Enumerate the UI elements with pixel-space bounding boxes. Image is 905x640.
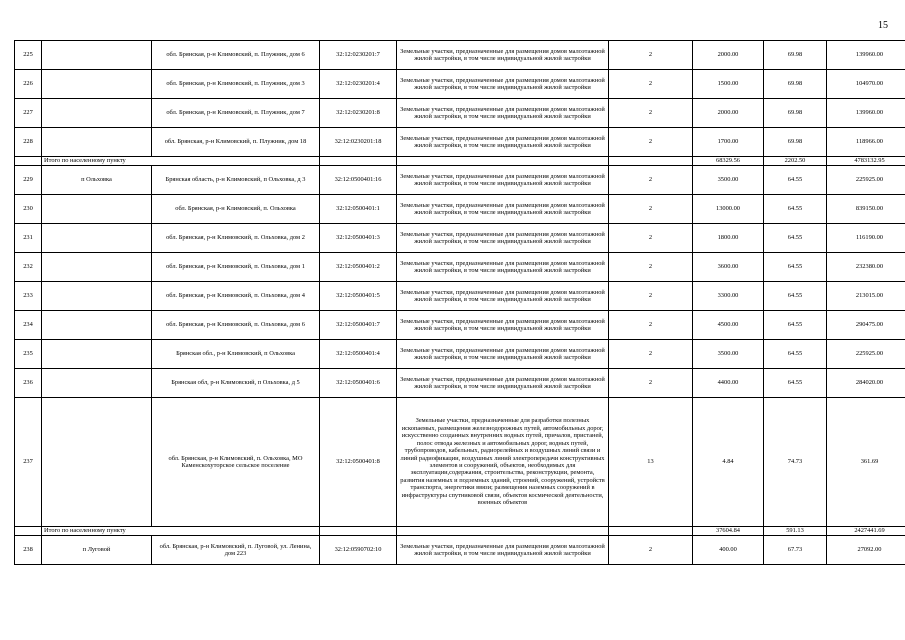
land-use-cell: Земельные участки, предназначенные для размещения домов малоэтажной жилой застройки, в том числе индивидуальной жилой застройки bbox=[397, 195, 609, 224]
empty-cell bbox=[397, 527, 609, 536]
settlement-cell bbox=[42, 128, 152, 157]
land-use-cell: Земельные участки, предназначенные для размещения домов малоэтажной жилой застройки, в том числе индивидуальной жилой застройки bbox=[397, 536, 609, 565]
rate-value: 64.55 bbox=[764, 369, 827, 398]
row-number: 232 bbox=[15, 253, 42, 282]
table-row bbox=[15, 340, 905, 369]
cadastral-number: 32:12:0500401:7 bbox=[320, 311, 397, 340]
area-value: 1500.00 bbox=[693, 70, 764, 99]
subtotal-label: Итого по населенному пункту bbox=[42, 527, 320, 536]
land-use-cell: Земельные участки, предназначенные для размещения домов малоэтажной жилой застройки, в том числе индивидуальной жилой застройки bbox=[397, 70, 609, 99]
use-group: 2 bbox=[609, 99, 693, 128]
cadastral-number: 32:12:0230201:7 bbox=[320, 41, 397, 70]
table-row bbox=[15, 166, 905, 195]
settlement-cell bbox=[42, 70, 152, 99]
land-register-table bbox=[14, 40, 905, 565]
row-number: 230 bbox=[15, 195, 42, 224]
empty-cell bbox=[15, 527, 42, 536]
address-cell: обл. Брянская, р-н Климовский, п. Ольховка, дом 6 bbox=[152, 311, 320, 340]
cadastral-value: 232380.00 bbox=[827, 253, 905, 282]
area-value: 2000.00 bbox=[693, 41, 764, 70]
settlement-cell bbox=[42, 166, 152, 195]
area-value: 13000.00 bbox=[693, 195, 764, 224]
land-use-cell: Земельные участки, предназначенные для размещения домов малоэтажной жилой застройки, в том числе индивидуальной жилой застройки bbox=[397, 99, 609, 128]
cadastral-number: 32:12:0500401:2 bbox=[320, 253, 397, 282]
address-cell: Брянская область, р-н Климовский, п Ольховка, д 3 bbox=[152, 166, 320, 195]
row-number: 237 bbox=[15, 398, 42, 527]
subtotal-value: 2427441.69 bbox=[827, 527, 905, 536]
table-row bbox=[15, 282, 905, 311]
settlement-cell bbox=[42, 340, 152, 369]
settlement-cell bbox=[42, 398, 152, 527]
row-number: 238 bbox=[15, 536, 42, 565]
table-row bbox=[15, 224, 905, 253]
empty-cell bbox=[320, 157, 397, 166]
empty-cell bbox=[320, 527, 397, 536]
row-number: 234 bbox=[15, 311, 42, 340]
cadastral-number: 32:12:0500401:3 bbox=[320, 224, 397, 253]
land-use-cell: Земельные участки, предназначенные для разработки полезных ископаемых, размещения железнодорожных путей, автомобильных дорог, искусственно созданных внутренних водных путей, причалов, пристаней, полос отвода железных и автомобильных дорог, водных путей, трубопроводов, кабельных, радиорелейных и воздушных линий связи и линий радиофикации, воздушных линий электропередачи конструктивных элементов и сооружений, объектов, необходимых для эксплуатации,содержания, строительства, реконструкции, ремонта, развития наземных и подземных зданий, строений, сооружений, устройств транспорта, энергетики ввязи; размещения наземных сооружений в инфраструктуры спутниковой связи, объектов космической деятельности, военных объектов bbox=[397, 398, 609, 527]
cadastral-number: 32:12:0590702:10 bbox=[320, 536, 397, 565]
cadastral-value: 27092.00 bbox=[827, 536, 905, 565]
row-number: 229 bbox=[15, 166, 42, 195]
land-use-cell: Земельные участки, предназначенные для размещения домов малоэтажной жилой застройки, в том числе индивидуальной жилой застройки bbox=[397, 253, 609, 282]
address-cell: обл. Брянская, р-н Климовский, п. Плужник, дом 3 bbox=[152, 70, 320, 99]
settlement-name: п Луговой bbox=[82, 546, 111, 554]
cadastral-number: 32:12:0500401:5 bbox=[320, 282, 397, 311]
cadastral-value: 118966.00 bbox=[827, 128, 905, 157]
use-group: 13 bbox=[609, 398, 693, 527]
area-value: 4.84 bbox=[693, 398, 764, 527]
settlement-cell bbox=[42, 311, 152, 340]
use-group: 2 bbox=[609, 195, 693, 224]
subtotal-value: 4783132.95 bbox=[827, 157, 905, 166]
rate-value: 64.55 bbox=[764, 282, 827, 311]
use-group: 2 bbox=[609, 166, 693, 195]
table-row bbox=[15, 369, 905, 398]
settlement-cell bbox=[42, 195, 152, 224]
land-use-cell: Земельные участки, предназначенные для размещения домов малоэтажной жилой застройки, в том числе индивидуальной жилой застройки bbox=[397, 340, 609, 369]
rate-value: 64.55 bbox=[764, 195, 827, 224]
settlement-cell bbox=[42, 41, 152, 70]
settlement-cell bbox=[42, 369, 152, 398]
area-value: 3300.00 bbox=[693, 282, 764, 311]
address-cell: обл. Брянская, р-н Климовский, п. Плужник, дом 7 bbox=[152, 99, 320, 128]
land-use-cell: Земельные участки, предназначенные для размещения домов малоэтажной жилой застройки, в том числе индивидуальной жилой застройки bbox=[397, 282, 609, 311]
address-cell: обл. Брянская, р-н Климовский, п. Ольховка, дом 1 bbox=[152, 253, 320, 282]
row-number: 225 bbox=[15, 41, 42, 70]
row-number: 233 bbox=[15, 282, 42, 311]
use-group: 2 bbox=[609, 41, 693, 70]
rate-value: 64.55 bbox=[764, 224, 827, 253]
settlement-cell bbox=[42, 536, 152, 565]
row-number: 235 bbox=[15, 340, 42, 369]
land-use-cell: Земельные участки, предназначенные для размещения домов малоэтажной жилой застройки, в том числе индивидуальной жилой застройки bbox=[397, 166, 609, 195]
cadastral-number: 32:12:0500401:6 bbox=[320, 369, 397, 398]
subtotal-rate: 591.13 bbox=[764, 527, 827, 536]
use-group: 2 bbox=[609, 536, 693, 565]
use-group: 2 bbox=[609, 311, 693, 340]
settlement-cell bbox=[42, 282, 152, 311]
row-number: 227 bbox=[15, 99, 42, 128]
use-group: 2 bbox=[609, 128, 693, 157]
cadastral-value: 290475.00 bbox=[827, 311, 905, 340]
table-row bbox=[15, 99, 905, 128]
cadastral-value: 361.69 bbox=[827, 398, 905, 527]
rate-value: 67.73 bbox=[764, 536, 827, 565]
subtotal-row bbox=[15, 157, 905, 166]
subtotal-rate: 2202.50 bbox=[764, 157, 827, 166]
land-use-cell: Земельные участки, предназначенные для размещения домов малоэтажной жилой застройки, в том числе индивидуальной жилой застройки bbox=[397, 128, 609, 157]
table-row bbox=[15, 70, 905, 99]
subtotal-area: 37604.84 bbox=[693, 527, 764, 536]
table-row bbox=[15, 128, 905, 157]
address-cell: обл. Брянская, р-н Климовский, п. Ольховка bbox=[152, 195, 320, 224]
address-cell: обл. Брянская, р-н Климовский, п. Ольховка, дом 4 bbox=[152, 282, 320, 311]
use-group: 2 bbox=[609, 224, 693, 253]
settlement-cell bbox=[42, 99, 152, 128]
subtotal-area: 68329.56 bbox=[693, 157, 764, 166]
address-cell: обл. Брянская, р-н Климовский, п. Ольховка, дом 2 bbox=[152, 224, 320, 253]
rate-value: 69.98 bbox=[764, 70, 827, 99]
settlement-cell bbox=[42, 253, 152, 282]
cadastral-value: 104970.00 bbox=[827, 70, 905, 99]
table-row bbox=[15, 398, 905, 527]
use-group: 2 bbox=[609, 340, 693, 369]
settlement-cell bbox=[42, 224, 152, 253]
table-row bbox=[15, 311, 905, 340]
address-cell: Брянская обл, р-н Климовский, п Ольховка, д 5 bbox=[152, 369, 320, 398]
cadastral-number: 32:12:0230201:8 bbox=[320, 99, 397, 128]
use-group: 2 bbox=[609, 282, 693, 311]
address-cell: Брянская обл., р-н Климовский, п Ольховка bbox=[152, 340, 320, 369]
cadastral-number: 32:12:0500401:16 bbox=[320, 166, 397, 195]
cadastral-value: 225925.00 bbox=[827, 340, 905, 369]
cadastral-value: 139960.00 bbox=[827, 99, 905, 128]
cadastral-number: 32:12:0230201:18 bbox=[320, 128, 397, 157]
use-group: 2 bbox=[609, 253, 693, 282]
empty-cell bbox=[609, 157, 693, 166]
cadastral-number: 32:12:0500401:4 bbox=[320, 340, 397, 369]
subtotal-row bbox=[15, 527, 905, 536]
area-value: 400.00 bbox=[693, 536, 764, 565]
row-number: 236 bbox=[15, 369, 42, 398]
rate-value: 69.98 bbox=[764, 41, 827, 70]
table-row bbox=[15, 536, 905, 565]
rate-value: 69.98 bbox=[764, 128, 827, 157]
land-use-cell: Земельные участки, предназначенные для размещения домов малоэтажной жилой застройки, в том числе индивидуальной жилой застройки bbox=[397, 224, 609, 253]
empty-cell bbox=[15, 157, 42, 166]
row-number: 226 bbox=[15, 70, 42, 99]
table-row bbox=[15, 41, 905, 70]
address-cell: обл. Брянская, р-н Климовский, п. Луговой, ул. Ленина, дом 223 bbox=[152, 536, 320, 565]
address-cell: обл. Брянская, р-н Климовский, п. Плужник, дом 6 bbox=[152, 41, 320, 70]
address-cell: обл. Брянская, р-н Климовский, п. Плужник, дом 18 bbox=[152, 128, 320, 157]
use-group: 2 bbox=[609, 70, 693, 99]
empty-cell bbox=[609, 527, 693, 536]
land-use-cell: Земельные участки, предназначенные для размещения домов малоэтажной жилой застройки, в том числе индивидуальной жилой застройки bbox=[397, 369, 609, 398]
area-value: 3600.00 bbox=[693, 253, 764, 282]
row-number: 228 bbox=[15, 128, 42, 157]
table-row bbox=[15, 253, 905, 282]
rate-value: 64.55 bbox=[764, 253, 827, 282]
rate-value: 69.98 bbox=[764, 99, 827, 128]
cadastral-value: 284020.00 bbox=[827, 369, 905, 398]
area-value: 4400.00 bbox=[693, 369, 764, 398]
rate-value: 74.73 bbox=[764, 398, 827, 527]
area-value: 3500.00 bbox=[693, 340, 764, 369]
rate-value: 64.55 bbox=[764, 311, 827, 340]
settlement-name: п Ольховка bbox=[81, 176, 112, 184]
address-cell: обл. Брянская, р-н Климовский, п. Ольховка, МО Каменскохуторское сельское поселение bbox=[152, 398, 320, 527]
cadastral-number: 32:12:0500401:8 bbox=[320, 398, 397, 527]
rate-value: 64.55 bbox=[764, 340, 827, 369]
land-use-cell: Земельные участки, предназначенные для размещения домов малоэтажной жилой застройки, в том числе индивидуальной жилой застройки bbox=[397, 311, 609, 340]
rate-value: 64.55 bbox=[764, 166, 827, 195]
cadastral-value: 116190.00 bbox=[827, 224, 905, 253]
empty-cell bbox=[397, 157, 609, 166]
row-number: 231 bbox=[15, 224, 42, 253]
land-use-cell: Земельные участки, предназначенные для размещения домов малоэтажной жилой застройки, в том числе индивидуальной жилой застройки bbox=[397, 41, 609, 70]
area-value: 1800.00 bbox=[693, 224, 764, 253]
cadastral-number: 32:12:0500401:1 bbox=[320, 195, 397, 224]
cadastral-value: 213015.00 bbox=[827, 282, 905, 311]
cadastral-value: 839150.00 bbox=[827, 195, 905, 224]
cadastral-value: 139960.00 bbox=[827, 41, 905, 70]
use-group: 2 bbox=[609, 369, 693, 398]
cadastral-number: 32:12:0230201:4 bbox=[320, 70, 397, 99]
area-value: 1700.00 bbox=[693, 128, 764, 157]
page-number: 15 bbox=[878, 20, 888, 31]
area-value: 4500.00 bbox=[693, 311, 764, 340]
area-value: 3500.00 bbox=[693, 166, 764, 195]
subtotal-label: Итого по населенному пункту bbox=[42, 157, 320, 166]
cadastral-value: 225925.00 bbox=[827, 166, 905, 195]
table-row bbox=[15, 195, 905, 224]
area-value: 2000.00 bbox=[693, 99, 764, 128]
